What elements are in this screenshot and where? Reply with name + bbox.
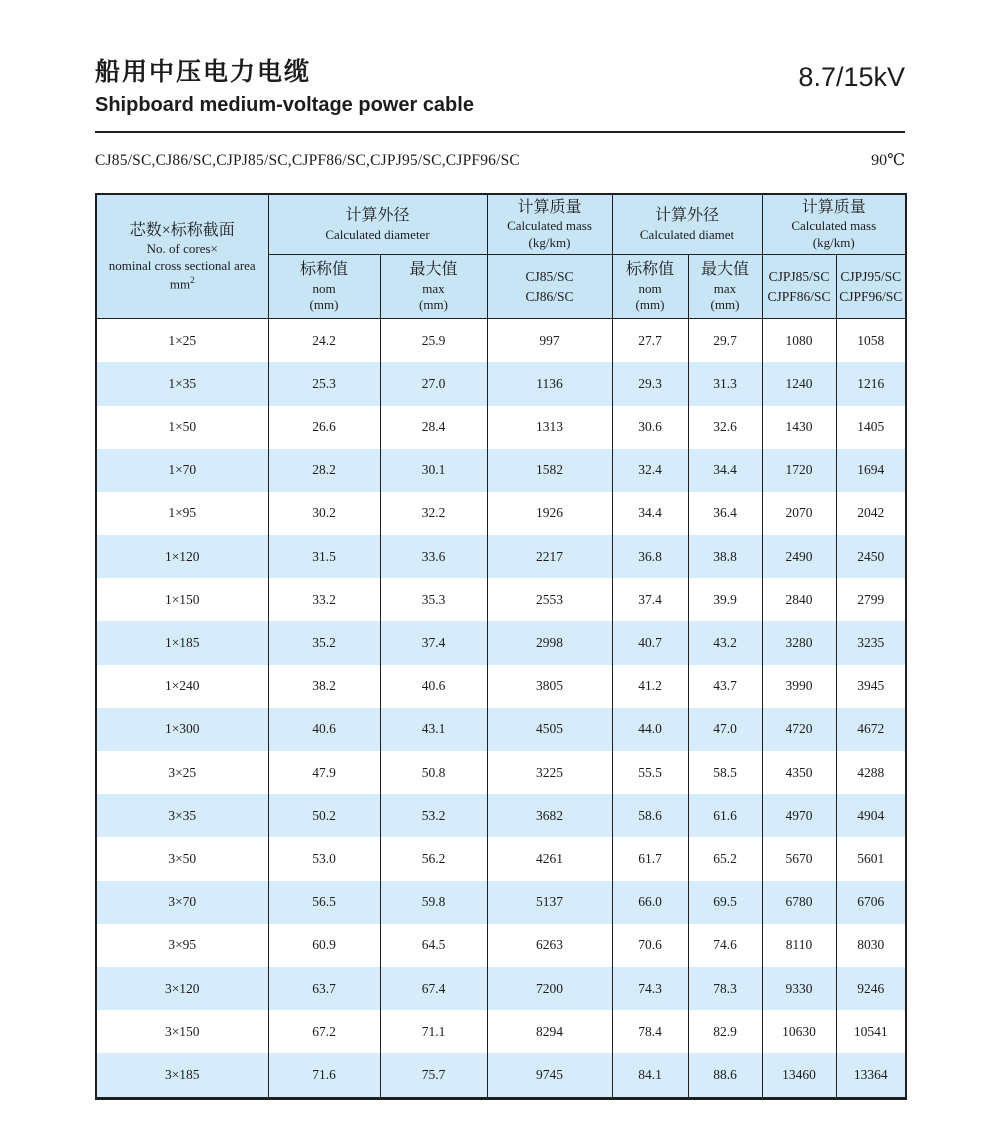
value-cell: 63.7 <box>268 967 380 1010</box>
spec-size-cell: 1×120 <box>96 535 268 578</box>
sub-label-unit: (mm) <box>635 297 665 313</box>
value-cell: 82.9 <box>688 1010 762 1053</box>
value-cell: 27.7 <box>612 319 688 363</box>
table-row <box>96 362 906 405</box>
value-cell: 30.6 <box>612 406 688 449</box>
value-cell: 60.9 <box>268 924 380 967</box>
value-cell: 28.4 <box>380 406 487 449</box>
sub-label-en: nom <box>638 280 662 296</box>
value-cell: 34.4 <box>688 449 762 492</box>
group-label-en: Calculated mass <box>791 218 877 234</box>
value-cell: 50.2 <box>268 794 380 837</box>
value-cell: 35.3 <box>380 578 487 621</box>
value-cell: 69.5 <box>688 881 762 924</box>
value-cell: 3945 <box>836 665 906 708</box>
value-cell: 33.6 <box>380 535 487 578</box>
group-label-unit: (kg/km) <box>528 235 571 251</box>
value-cell: 1720 <box>762 449 836 492</box>
sub-header-max-1 <box>380 255 487 319</box>
value-cell: 55.5 <box>612 751 688 794</box>
sub-label-en: max <box>422 280 445 296</box>
group-label-en: Calculated diamet <box>639 226 735 242</box>
sub-header-max-2 <box>688 255 762 319</box>
table-row <box>96 924 906 967</box>
value-cell: 10541 <box>836 1010 906 1053</box>
group-header-diameter-2 <box>612 194 762 255</box>
value-cell: 4970 <box>762 794 836 837</box>
value-cell: 10630 <box>762 1010 836 1053</box>
value-cell: 30.2 <box>268 492 380 535</box>
value-cell: 32.6 <box>688 406 762 449</box>
value-cell: 78.3 <box>688 967 762 1010</box>
table-row <box>96 535 906 578</box>
cable-type-line: CJPJ85/SC <box>768 269 830 285</box>
value-cell: 43.1 <box>380 708 487 751</box>
spec-table <box>95 193 907 1100</box>
value-cell: 78.4 <box>612 1010 688 1053</box>
value-cell: 43.7 <box>688 665 762 708</box>
col-header-cores-en2: nominal cross sectional area <box>108 258 256 274</box>
spec-size-cell: 3×25 <box>96 751 268 794</box>
value-cell: 1405 <box>836 406 906 449</box>
value-cell: 74.3 <box>612 967 688 1010</box>
value-cell: 65.2 <box>688 837 762 880</box>
value-cell: 6263 <box>487 924 612 967</box>
spec-size-cell: 1×25 <box>96 319 268 363</box>
sub-label-unit: (mm) <box>419 297 448 313</box>
value-cell: 8294 <box>487 1010 612 1053</box>
value-cell: 6780 <box>762 881 836 924</box>
value-cell: 27.0 <box>380 362 487 405</box>
value-cell: 29.3 <box>612 362 688 405</box>
value-cell: 53.0 <box>268 837 380 880</box>
value-cell: 5137 <box>487 881 612 924</box>
value-cell: 26.6 <box>268 406 380 449</box>
sub-label-cn: 最大值 <box>700 260 749 278</box>
spec-size-cell: 3×150 <box>96 1010 268 1053</box>
value-cell: 9246 <box>836 967 906 1010</box>
value-cell: 3682 <box>487 794 612 837</box>
sub-label-cn: 标称值 <box>299 260 348 278</box>
value-cell: 59.8 <box>380 881 487 924</box>
table-row <box>96 751 906 794</box>
table-row <box>96 1053 906 1098</box>
value-cell: 4261 <box>487 837 612 880</box>
table-row <box>96 881 906 924</box>
value-cell: 1058 <box>836 319 906 363</box>
value-cell: 47.0 <box>688 708 762 751</box>
value-cell: 34.4 <box>612 492 688 535</box>
value-cell: 4288 <box>836 751 906 794</box>
table-row <box>96 967 906 1010</box>
table-row <box>96 492 906 535</box>
value-cell: 67.2 <box>268 1010 380 1053</box>
value-cell: 71.6 <box>268 1053 380 1098</box>
group-label-cn: 计算外径 <box>345 207 410 225</box>
value-cell: 3225 <box>487 751 612 794</box>
value-cell: 35.2 <box>268 621 380 664</box>
value-cell: 41.2 <box>612 665 688 708</box>
value-cell: 3280 <box>762 621 836 664</box>
page-title-cn: 船用中压电力电缆 <box>95 58 312 86</box>
table-row <box>96 665 906 708</box>
sub-label-unit: (mm) <box>309 297 339 313</box>
col-header-cores-unit <box>99 275 266 293</box>
value-cell: 1216 <box>836 362 906 405</box>
value-cell: 3235 <box>836 621 906 664</box>
value-cell: 1582 <box>487 449 612 492</box>
value-cell: 40.7 <box>612 621 688 664</box>
value-cell: 32.2 <box>380 492 487 535</box>
value-cell: 84.1 <box>612 1053 688 1098</box>
table-row <box>96 319 906 363</box>
value-cell: 7200 <box>487 967 612 1010</box>
value-cell: 71.1 <box>380 1010 487 1053</box>
value-cell: 3990 <box>762 665 836 708</box>
value-cell: 38.8 <box>688 535 762 578</box>
value-cell: 31.3 <box>688 362 762 405</box>
value-cell: 75.7 <box>380 1053 487 1098</box>
value-cell: 13364 <box>836 1053 906 1098</box>
col-header-cores-cn: 芯数×标称截面 <box>129 221 235 239</box>
table-row <box>96 449 906 492</box>
value-cell: 2042 <box>836 492 906 535</box>
spec-table-header <box>96 194 906 319</box>
sub-label-unit: (mm) <box>710 297 740 313</box>
spec-size-cell: 1×300 <box>96 708 268 751</box>
value-cell: 25.3 <box>268 362 380 405</box>
sub-label-en: max <box>713 280 737 296</box>
value-cell: 47.9 <box>268 751 380 794</box>
value-cell: 5601 <box>836 837 906 880</box>
value-cell: 64.5 <box>380 924 487 967</box>
value-cell: 28.2 <box>268 449 380 492</box>
value-cell: 8030 <box>836 924 906 967</box>
value-cell: 50.8 <box>380 751 487 794</box>
cable-type-line: CJPF96/SC <box>839 288 903 304</box>
doc-header <box>95 58 905 116</box>
value-cell: 3805 <box>487 665 612 708</box>
value-cell: 6706 <box>836 881 906 924</box>
value-cell: 1240 <box>762 362 836 405</box>
value-cell: 56.5 <box>268 881 380 924</box>
value-cell: 31.5 <box>268 535 380 578</box>
value-cell: 9745 <box>487 1053 612 1098</box>
value-cell: 61.7 <box>612 837 688 880</box>
value-cell: 88.6 <box>688 1053 762 1098</box>
cable-type-line: CJ86/SC <box>525 288 574 304</box>
cable-type-line: CJPF86/SC <box>767 288 831 304</box>
value-cell: 2450 <box>836 535 906 578</box>
value-cell: 33.2 <box>268 578 380 621</box>
value-cell: 5670 <box>762 837 836 880</box>
value-cell: 39.9 <box>688 578 762 621</box>
spec-size-cell: 3×95 <box>96 924 268 967</box>
cable-type-line: CJ85/SC <box>525 269 574 285</box>
title-block <box>95 58 474 116</box>
value-cell: 37.4 <box>380 621 487 664</box>
spec-size-cell: 1×150 <box>96 578 268 621</box>
value-cell: 66.0 <box>612 881 688 924</box>
value-cell: 37.4 <box>612 578 688 621</box>
group-header-mass-1 <box>487 194 612 255</box>
spec-table-body <box>96 319 906 1098</box>
value-cell: 32.4 <box>612 449 688 492</box>
value-cell: 4904 <box>836 794 906 837</box>
value-cell: 1430 <box>762 406 836 449</box>
header-divider <box>95 131 905 133</box>
sub-header-cable-types-1 <box>487 255 612 319</box>
table-row <box>96 794 906 837</box>
value-cell: 2070 <box>762 492 836 535</box>
sub-header-cable-types-3 <box>836 255 906 319</box>
spec-size-cell: 3×70 <box>96 881 268 924</box>
value-cell: 1313 <box>487 406 612 449</box>
spec-size-cell: 1×35 <box>96 362 268 405</box>
value-cell: 4505 <box>487 708 612 751</box>
spec-size-cell: 3×120 <box>96 967 268 1010</box>
group-label-cn: 计算质量 <box>517 198 582 216</box>
spec-size-cell: 3×185 <box>96 1053 268 1098</box>
temperature-rating: 90℃ <box>871 151 905 169</box>
value-cell: 4350 <box>762 751 836 794</box>
value-cell: 61.6 <box>688 794 762 837</box>
value-cell: 70.6 <box>612 924 688 967</box>
spec-size-cell: 1×240 <box>96 665 268 708</box>
group-label-unit: (kg/km) <box>812 235 855 251</box>
value-cell: 29.7 <box>688 319 762 363</box>
page-title-en: Shipboard medium-voltage power cable <box>95 93 474 116</box>
group-header-diameter-1 <box>268 194 487 255</box>
value-cell: 2799 <box>836 578 906 621</box>
table-row <box>96 621 906 664</box>
value-cell: 2840 <box>762 578 836 621</box>
value-cell: 1694 <box>836 449 906 492</box>
sub-header-nom-1 <box>268 255 380 319</box>
value-cell: 43.2 <box>688 621 762 664</box>
value-cell: 58.5 <box>688 751 762 794</box>
value-cell: 1080 <box>762 319 836 363</box>
cable-type-line: CJPJ95/SC <box>840 269 902 285</box>
value-cell: 4672 <box>836 708 906 751</box>
value-cell: 30.1 <box>380 449 487 492</box>
value-cell: 67.4 <box>380 967 487 1010</box>
value-cell: 40.6 <box>268 708 380 751</box>
table-row <box>96 1010 906 1053</box>
spec-size-cell: 3×50 <box>96 837 268 880</box>
sub-label-en: nom <box>312 280 336 296</box>
value-cell: 13460 <box>762 1053 836 1098</box>
group-label-cn: 计算质量 <box>801 198 866 216</box>
col-header-cores-en1: No. of cores× <box>146 241 218 257</box>
table-row <box>96 406 906 449</box>
value-cell: 8110 <box>762 924 836 967</box>
value-cell: 74.6 <box>688 924 762 967</box>
unit-text: mm <box>169 276 191 292</box>
sub-header-cable-types-2 <box>762 255 836 319</box>
value-cell: 24.2 <box>268 319 380 363</box>
value-cell: 2553 <box>487 578 612 621</box>
value-cell: 9330 <box>762 967 836 1010</box>
value-cell: 4720 <box>762 708 836 751</box>
value-cell: 2998 <box>487 621 612 664</box>
value-cell: 1926 <box>487 492 612 535</box>
spec-size-cell: 1×70 <box>96 449 268 492</box>
value-cell: 997 <box>487 319 612 363</box>
value-cell: 40.6 <box>380 665 487 708</box>
value-cell: 2217 <box>487 535 612 578</box>
value-cell: 38.2 <box>268 665 380 708</box>
group-label-en: Calculated mass <box>507 218 592 234</box>
table-row <box>96 708 906 751</box>
group-header-mass-2 <box>762 194 906 255</box>
value-cell: 25.9 <box>380 319 487 363</box>
spec-size-cell: 1×95 <box>96 492 268 535</box>
value-cell: 2490 <box>762 535 836 578</box>
col-header-cores <box>96 194 268 319</box>
model-list: CJ85/SC,CJ86/SC,CJPJ85/SC,CJPF86/SC,CJPJ95/SC,CJPF96/SC <box>95 151 520 169</box>
voltage-rating: 8.7/15kV <box>798 62 905 92</box>
value-cell: 53.2 <box>380 794 487 837</box>
spec-size-cell: 3×35 <box>96 794 268 837</box>
value-cell: 58.6 <box>612 794 688 837</box>
spec-size-cell: 1×185 <box>96 621 268 664</box>
value-cell: 36.8 <box>612 535 688 578</box>
sub-label-cn: 标称值 <box>625 260 674 278</box>
table-row <box>96 837 906 880</box>
unit-superscript: 2 <box>190 275 195 286</box>
group-label-cn: 计算外径 <box>654 207 719 225</box>
sub-header-nom-2 <box>612 255 688 319</box>
value-cell: 56.2 <box>380 837 487 880</box>
value-cell: 1136 <box>487 362 612 405</box>
table-row <box>96 578 906 621</box>
value-cell: 44.0 <box>612 708 688 751</box>
sub-label-cn: 最大值 <box>409 260 458 278</box>
models-row <box>95 150 905 170</box>
value-cell: 36.4 <box>688 492 762 535</box>
group-label-en: Calculated diameter <box>325 226 430 242</box>
spec-size-cell: 1×50 <box>96 406 268 449</box>
